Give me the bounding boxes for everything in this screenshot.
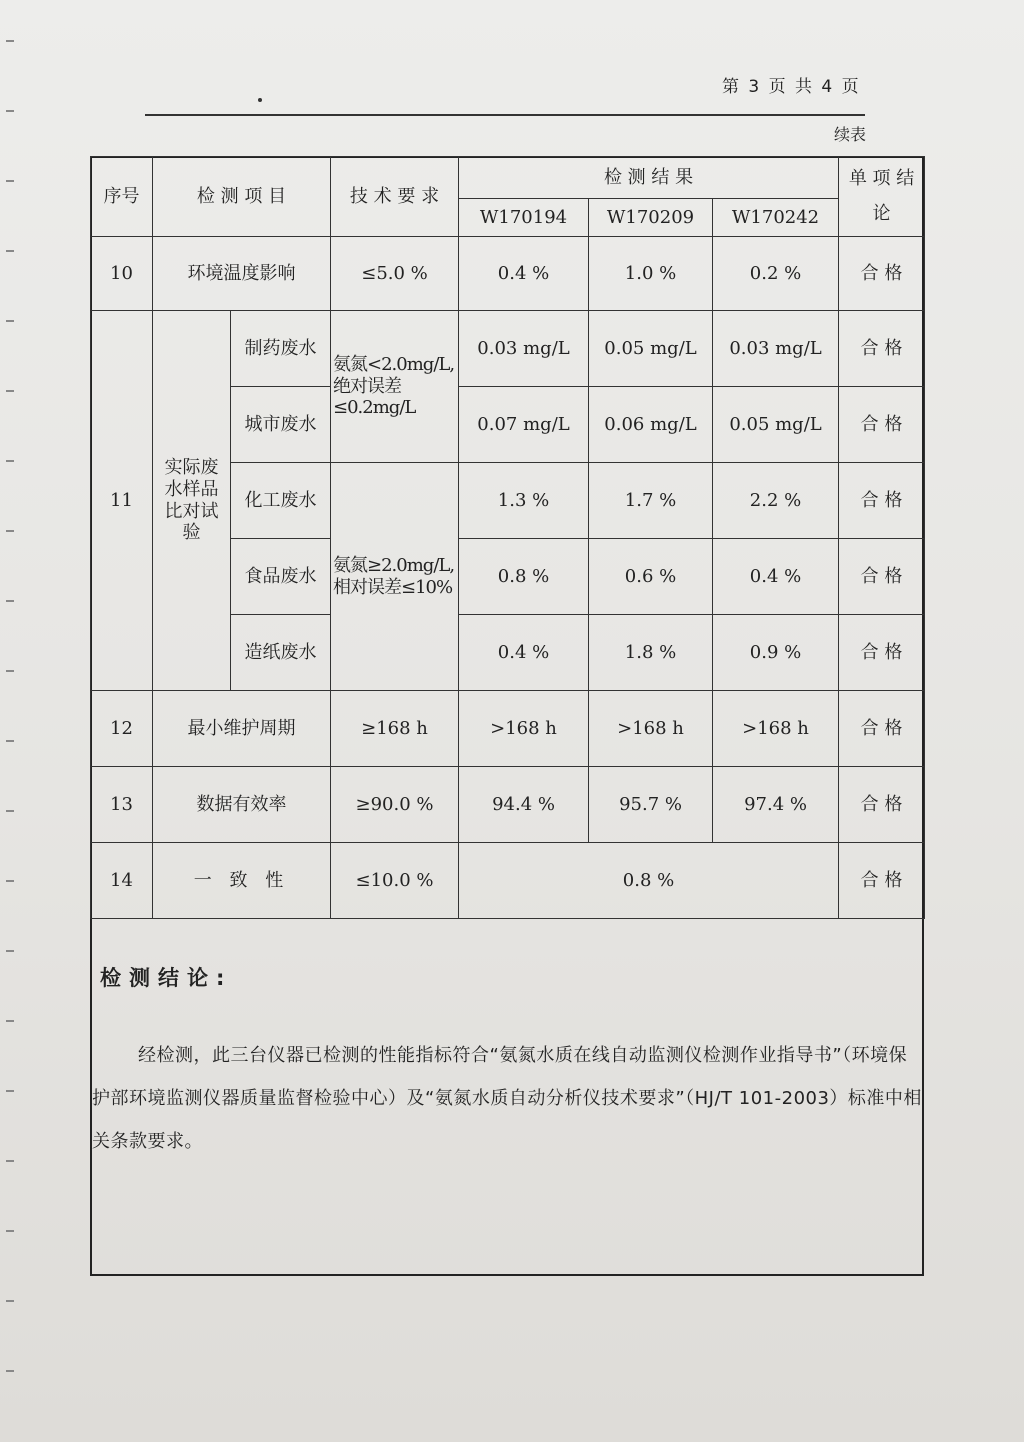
row-verdict: 合 格 (839, 767, 925, 843)
row-no: 14 (91, 843, 153, 919)
row-req: ≤10.0 % (331, 843, 459, 919)
row-result-2: 95.7 % (589, 767, 713, 843)
row-result-1: 94.4 % (459, 767, 589, 843)
sub-result-3: 0.9 % (713, 615, 839, 691)
row-no: 12 (91, 691, 153, 767)
sub-result-1: 0.8 % (459, 539, 589, 615)
sub-result-3: 0.4 % (713, 539, 839, 615)
sub-result-1: 0.07 mg/L (459, 387, 589, 463)
sub-result-2: 0.6 % (589, 539, 713, 615)
req-low-concentration: 氨氮<2.0mg/L,绝对误差≤0.2mg/L (331, 311, 459, 463)
row-req: ≤5.0 % (331, 237, 459, 311)
header-rule (145, 114, 865, 116)
row-req: ≥90.0 % (331, 767, 459, 843)
table-row (91, 237, 925, 311)
col-verdict: 单 项 结 论 (839, 157, 925, 237)
row11-group: 实际废水样品比对试验 (153, 311, 231, 691)
sub-item: 化工废水 (231, 463, 331, 539)
row11-no: 11 (91, 311, 153, 691)
sub-verdict: 合 格 (839, 311, 925, 387)
sub-item: 城市废水 (231, 387, 331, 463)
row-result-1: >168 h (459, 691, 589, 767)
row-verdict: 合 格 (839, 691, 925, 767)
row-result-2: 1.0 % (589, 237, 713, 311)
row-no: 13 (91, 767, 153, 843)
continued-label: 续表 (834, 125, 867, 144)
sub-item: 制药废水 (231, 311, 331, 387)
sub-result-2: 1.8 % (589, 615, 713, 691)
sub-result-1: 1.3 % (459, 463, 589, 539)
row-item: 最小维护周期 (153, 691, 331, 767)
sub-verdict: 合 格 (839, 615, 925, 691)
sub-result-3: 0.03 mg/L (713, 311, 839, 387)
row-item: 数据有效率 (153, 767, 331, 843)
row-item: 环境温度影响 (153, 237, 331, 311)
sub-verdict: 合 格 (839, 463, 925, 539)
sub-verdict: 合 格 (839, 539, 925, 615)
header-row (91, 157, 925, 199)
row-req: ≥168 h (331, 691, 459, 767)
sub-verdict: 合 格 (839, 387, 925, 463)
row-verdict: 合 格 (839, 237, 925, 311)
sub-result-1: 0.4 % (459, 615, 589, 691)
device-1: W170194 (459, 199, 589, 237)
col-requirement: 技 术 要 求 (331, 157, 459, 237)
device-2: W170209 (589, 199, 713, 237)
row-result-2: >168 h (589, 691, 713, 767)
sub-result-1: 0.03 mg/L (459, 311, 589, 387)
row-result-3: >168 h (713, 691, 839, 767)
row-result-1: 0.4 % (459, 237, 589, 311)
header-dot (258, 98, 262, 102)
results-table (90, 156, 925, 919)
table-row (91, 843, 925, 919)
page-number: 第 3 页 共 4 页 (722, 77, 861, 97)
row-item: 一 致 性 (153, 843, 331, 919)
row-no: 10 (91, 237, 153, 311)
sub-item: 食品废水 (231, 539, 331, 615)
req-high-concentration: 氨氮≥2.0mg/L,相对误差≤10% (331, 463, 459, 691)
table-row (91, 767, 925, 843)
row-result-3: 0.2 % (713, 237, 839, 311)
row-verdict: 合 格 (839, 843, 925, 919)
table-row (91, 691, 925, 767)
row-result-combined: 0.8 % (459, 843, 839, 919)
col-item: 检 测 项 目 (153, 157, 331, 237)
sub-result-2: 0.05 mg/L (589, 311, 713, 387)
binder-margin (4, 0, 18, 1442)
device-3: W170242 (713, 199, 839, 237)
sub-result-2: 1.7 % (589, 463, 713, 539)
sub-result-3: 2.2 % (713, 463, 839, 539)
conclusion-title: 检测结论: (100, 966, 233, 990)
row-result-3: 97.4 % (713, 767, 839, 843)
col-results: 检 测 结 果 (459, 157, 839, 199)
conclusion-text: 经检测，此三台仪器已检测的性能指标符合“氨氮水质在线自动监测仪检测作业指导书”（环境保护部环境监测仪器质量监督检验中心）及“氨氮水质自动分析仪技术要求”（HJ/T 101-2003）标准中相关条款要求。 (92, 1045, 922, 1152)
sub-result-2: 0.06 mg/L (589, 387, 713, 463)
col-seq: 序号 (91, 157, 153, 237)
sub-item: 造纸废水 (231, 615, 331, 691)
sub-result-3: 0.05 mg/L (713, 387, 839, 463)
table-row (91, 311, 925, 387)
